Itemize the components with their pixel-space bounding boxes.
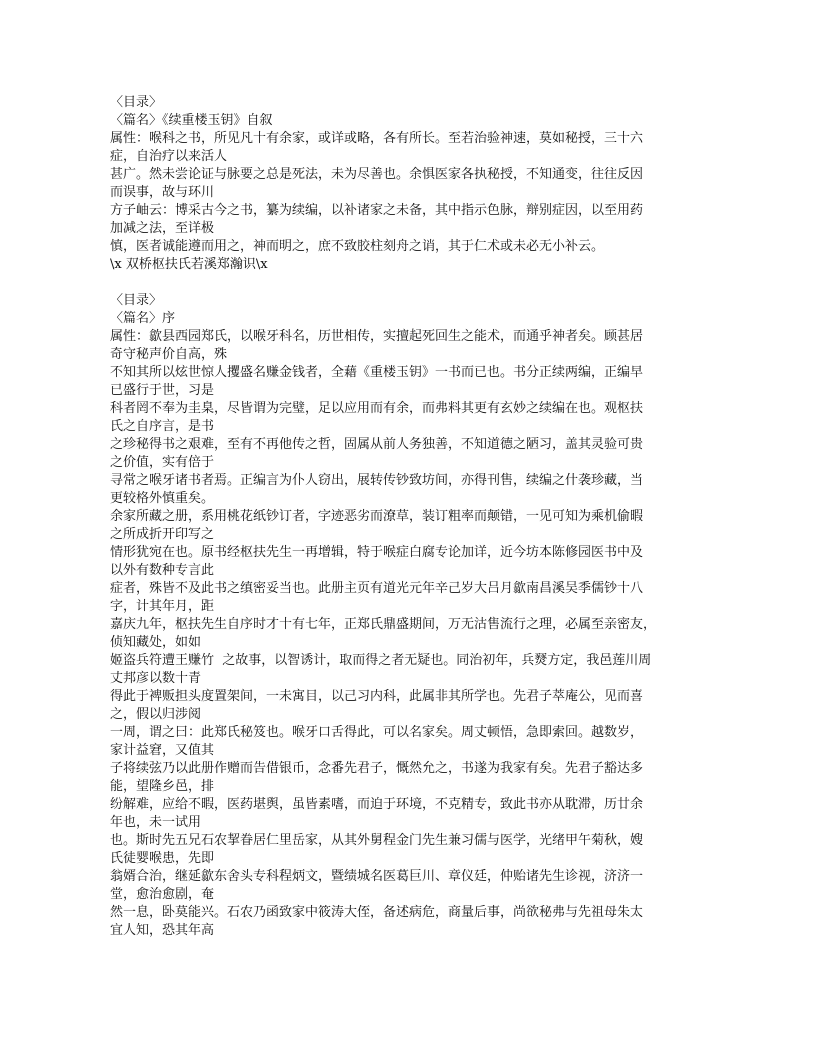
text-line: 属性：喉科之书，所见凡十有余家，或详或略，各有所长。至若治验神速，莫如秘授，三十六 (110, 131, 644, 146)
text-line: 不知其所以炫世惊人攫盛名赚金钱者，全藉《重楼玉钥》一书而已也。书分正续两编，正编早 (110, 365, 644, 380)
text-line: 嘉庆九年，枢扶先生自序时才十有七年，正郑氏鼎盛期间，万无沽售流行之理，必属至亲密友， (110, 617, 657, 632)
text-line: 然一息，卧莫能兴。石农乃函致家中筱涛大侄，备述病危，商量后事，尚欲秘弗与先祖母朱太 (110, 905, 644, 920)
text-line: 之所成折开印写之 (110, 527, 215, 542)
text-line: 姬盗兵符遭王赚竹 之故事，以智诱计，取而得之者无疑也。同治初年，兵燹方定，我邑莲川周 (110, 653, 652, 668)
text-line: 症，自治疗以来活人 (110, 149, 228, 164)
text-line: 纷解难，应给不暇，医药堪舆，虽皆素嗜，而迫于环境，不克精专，致此书亦从耽滞，历廿余 (110, 797, 644, 812)
text-line: 丈邦彦以数十青 (110, 671, 202, 686)
text-line: 之，假以归涉阅 (110, 707, 202, 722)
text-line: 甚广。然未尝论证与脉要之总是死法，未为尽善也。余惧医家各执秘授，不知通变，往往反因 (110, 167, 644, 182)
text-line: 〈篇名〉《续重楼玉钥》自叙 (110, 113, 273, 128)
text-line: 属性：歙县西园郑氏，以喉牙科名，历世相传，实擅起死回生之能术，而通乎神者矣。顾甚居 (110, 329, 644, 344)
text-line: 科者罔不奉为圭臬，尽皆谓为完璧，足以应用而有余，而弗料其更有玄妙之续编在也。观枢扶 (110, 401, 644, 416)
text-line: 奇守秘声价自高，殊 (110, 347, 228, 362)
text-line: 而误事，故与环川 (110, 185, 215, 200)
text-line: 寻常之喉牙诸书者焉。正编言为仆人窃出，展转传钞致坊间，亦得刊售，续编之什袭珍藏，当 (110, 473, 644, 488)
text-line: 也。斯时先五兄石农挈眷居仁里岳家，从其外舅程金门先生兼习儒与医学，光绪甲午菊秋，嫂 (110, 833, 644, 848)
text-line: 氏之自序言，是书 (110, 419, 215, 434)
text-line: 氏徒婴喉患，先即 (110, 851, 215, 866)
section-preface-xu (110, 292, 716, 940)
text-line: 情形犹宛在也。原书经枢扶先生一再增辑，特于喉症白腐专论加详，近今坊本陈修园医书中及 (110, 545, 644, 560)
text-line: 得此于裨贩担头度置架间，一未寓目，以己习内科，此属非其所学也。先君子萃庵公，见而喜 (110, 689, 644, 704)
text-line: 〈目录〉 (110, 293, 163, 308)
text-line: 之珍秘得书之艰难，至有不再他传之哲，固属从前人务独善，不知道德之陋习，盖其灵验可贵 (110, 437, 644, 452)
text-line: 加减之法，至详极 (110, 221, 215, 236)
text-line: 翁婿合治，继延歙东舍头专科程炳文，暨绩城名医葛巨川、章仪廷，仲贻诸先生诊视，济济一 (110, 869, 644, 884)
text-line: 能，望隆乡邑，排 (110, 779, 215, 794)
section-preface-xu-chong-lou-yu-yue (110, 94, 716, 274)
text-line: 方子岫云：博采古今之书，纂为续编，以补诸家之未备，其中指示色脉，辩别症因，以至用药 (110, 203, 644, 218)
section-gap (110, 274, 716, 292)
text-line: 已盛行于世，习是 (110, 383, 215, 398)
text-line: 之价值，实有倍于 (110, 455, 215, 470)
text-line: 以外有数种专言此 (110, 563, 215, 578)
text-line: 一周，谓之曰：此郑氏秘笈也。喉牙口舌得此，可以名家矣。周丈顿悟，急即索回。越数岁， (110, 725, 644, 740)
text-line: 堂，愈治愈剧，奄 (110, 887, 215, 902)
text-line: 更较格外慎重矣。 (110, 491, 215, 506)
text-line: 字，计其年月，距 (110, 599, 215, 614)
text-line: 慎，医者诚能遵而用之，神而明之，庶不致胶柱刻舟之诮，其于仁术或未必无小补云。 (110, 239, 605, 254)
text-line: 宜人知，恐其年高 (110, 923, 215, 938)
text-line: 〈目录〉 (110, 95, 163, 110)
text-line: 〈篇名〉序 (110, 311, 176, 326)
text-line: 年也，未一试用 (110, 815, 202, 830)
text-line: 家计益窘，又值其 (110, 743, 215, 758)
text-line: 子将续弦乃以此册作赠而告借银币，念番先君子，慨然允之，书遂为我家有矣。先君子豁达多 (110, 761, 644, 776)
text-line: 症者，殊皆不及此书之缜密妥当也。此册主页有道光元年辛己岁大吕月歙南昌溪吴季儒钞十八 (110, 581, 644, 596)
text-line: \x 双桥枢扶氏若溪郑瀚识\x (110, 257, 268, 272)
text-line: 余家所藏之册，系用桃花纸钞订者，字迹恶劣而潦草，装订粗率而颠错，一见可知为乘机偷暇 (110, 509, 644, 524)
text-line: 侦知藏处，如如 (110, 635, 202, 650)
